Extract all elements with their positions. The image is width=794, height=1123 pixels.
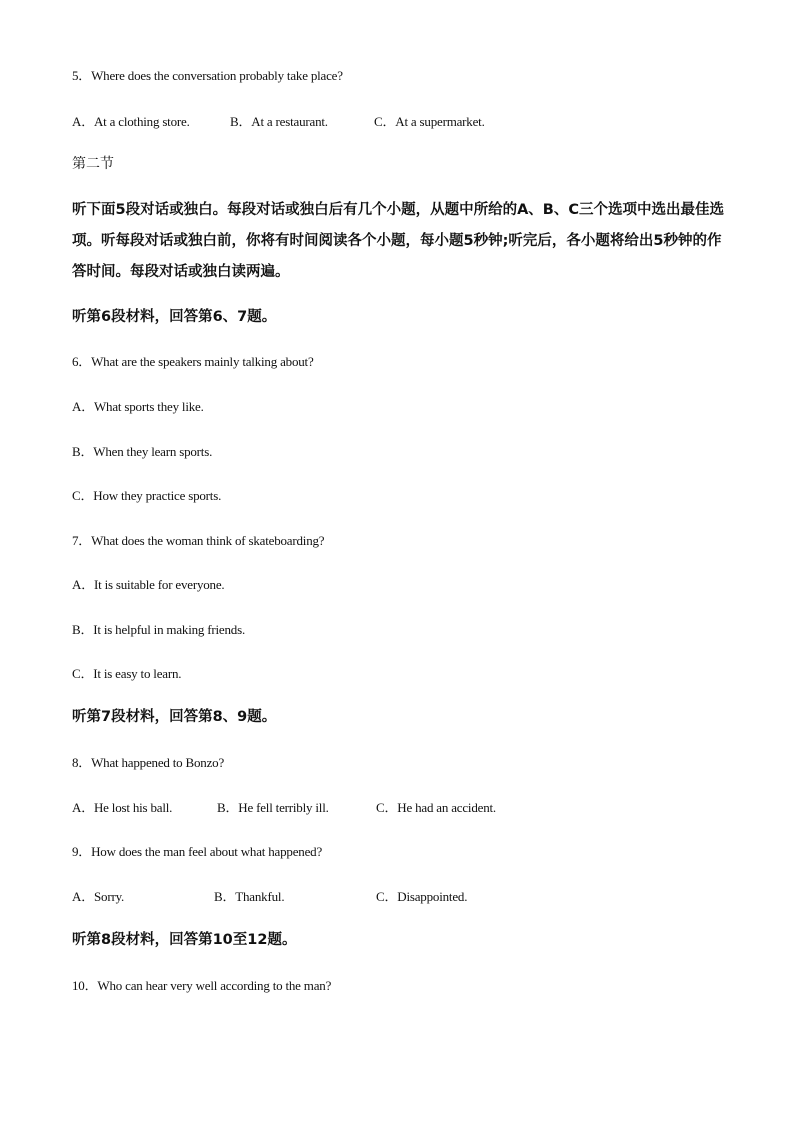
material-8-heading: 听第8段材料，回答第10至12题。 [72,932,297,948]
q6-option-a: A．What sports they like. [72,399,204,414]
q8-option-c: C．He had an accident. [376,800,496,815]
q9-option-c: C．Disappointed. [376,889,468,904]
section-title: 第二节 [72,156,114,172]
q6-option-b: B．When they learn sports. [72,444,213,459]
q9-option-a: A．Sorry. [72,889,125,904]
q5-option-b: B．At a restaurant. [230,114,328,129]
question-7: 7．What does the woman think of skateboarding? [72,533,325,548]
question-5: 5．Where does the conversation probably take place? [72,68,343,83]
q8-option-a: A．He lost his ball. [72,800,173,815]
q7-option-b: B．It is helpful in making friends. [72,622,246,637]
q7-option-a: A．It is suitable for everyone. [72,577,225,592]
q9-option-b: B．Thankful. [214,889,285,904]
question-8: 8．What happened to Bonzo? [72,755,225,770]
question-6: 6．What are the speakers mainly talking about? [72,354,314,369]
material-6-heading: 听第6段材料，回答第6、7题。 [72,309,277,325]
section-instructions: 听下面5段对话或独白。每段对话或独白后有几个小题，从题中所给的A、B、C三个选项中选出最佳选项。听每段对话或独白前，你将有时间阅读各个小题，每小题5秒钟;听完后，各小题将给出5秒钟的作答时间。每段对话或独白读两遍。 [72,202,725,280]
question-9: 9．How does the man feel about what happened? [72,844,323,859]
q7-option-c: C．It is easy to learn. [72,666,182,681]
q5-option-a: A．At a clothing store. [72,114,190,129]
q6-option-c: C．How they practice sports. [72,488,222,503]
q8-option-b: B．He fell terribly ill. [217,800,329,815]
question-10: 10．Who can hear very well according to the man? [72,978,332,993]
material-7-heading: 听第7段材料，回答第8、9题。 [72,709,277,725]
q5-option-c: C．At a supermarket. [374,114,485,129]
